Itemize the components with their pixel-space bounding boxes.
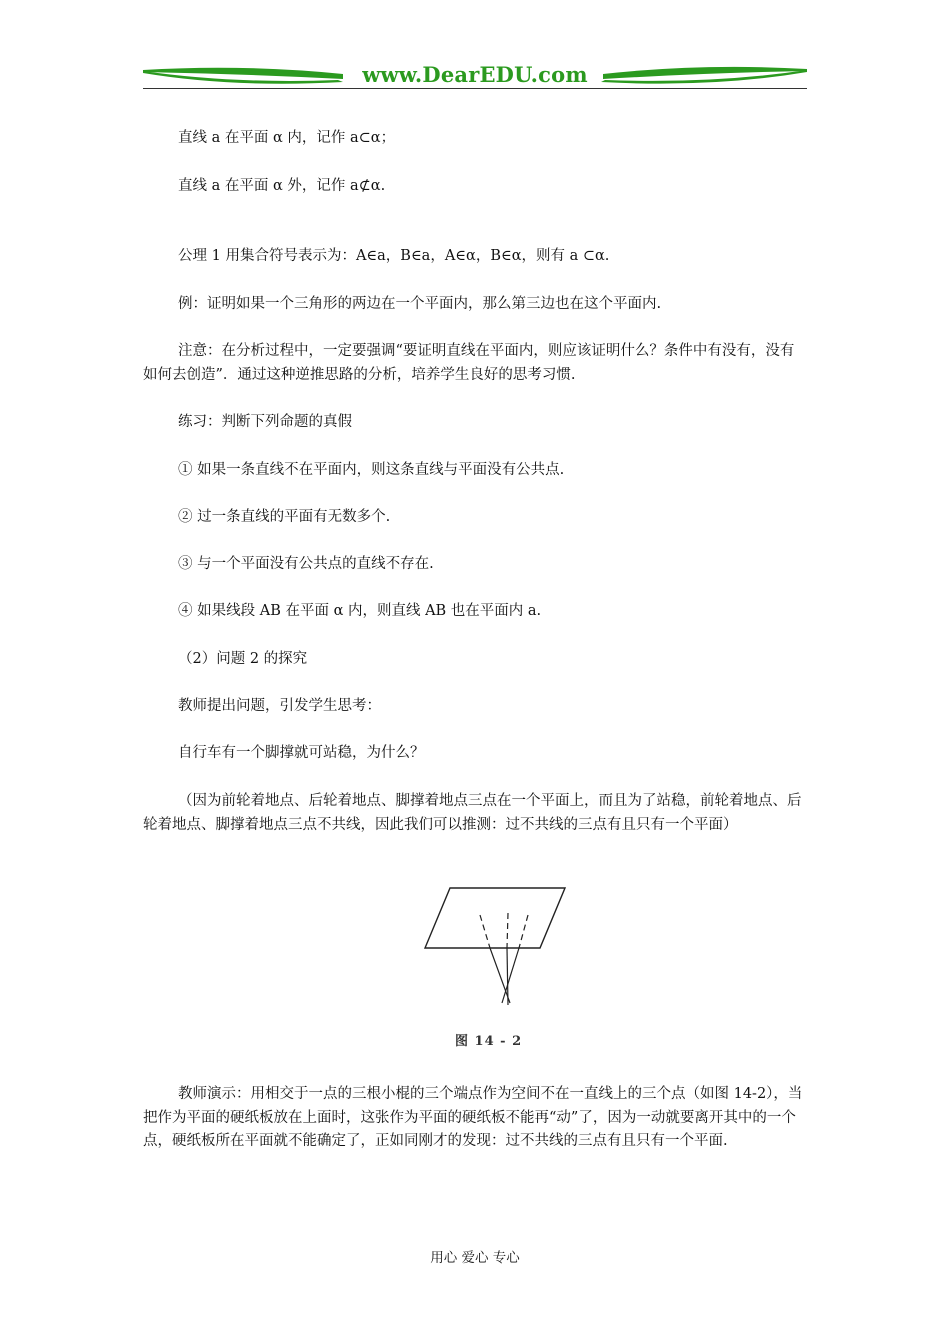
figure-14-2 (420, 885, 570, 1010)
figure-caption: 图 14 - 2 (455, 1034, 523, 1049)
paragraph-exercise: 练习：判断下列命题的真假 (178, 414, 352, 430)
paragraph-line-in-plane: 直线 a 在平面 α 内，记作 a⊂α； (178, 130, 396, 146)
header-divider (143, 88, 807, 89)
exercise-item-4: ④ 如果线段 AB 在平面 α 内，则直线 AB 也在平面内 a. (178, 603, 542, 619)
paragraph-bicycle-explanation: （因为前轮着地点、后轮着地点、脚撑着地点三点在一个平面上，而且为了站稳，前轮着地点、后轮着地点、脚撑着地点三点不共线，因此我们可以推测：过不共线的三点有且只有一个平面） (143, 793, 802, 833)
section-heading-problem-2: （2）问题 2 的探究 (178, 651, 308, 667)
paragraph-teacher-question: 教师提出问题，引发学生思考： (178, 698, 381, 714)
paragraph-example: 例：证明如果一个三角形的两边在一个平面内，那么第三边也在这个平面内. (178, 296, 662, 312)
paragraph-line-out-plane: 直线 a 在平面 α 外，记作 a⊄α. (178, 178, 386, 194)
paragraph-bicycle-question: 自行车有一个脚撑就可站稳，为什么？ (178, 745, 425, 761)
paragraph-teacher-demo: 教师演示：用相交于一点的三根小棍的三个端点作为空间不在一直线上的三个点（如图 14-2），当把作为平面的硬纸板放在上面时，这张作为平面的硬纸板不能再“动”了，因为一动就要离开其中的一个点，硬纸板所在平面就不能确定了，正如同刚才的发现：过不共线的三点有且只有一个平面. (143, 1086, 803, 1149)
exercise-item-2: ② 过一条直线的平面有无数多个. (178, 509, 391, 525)
exercise-item-3: ③ 与一个平面没有公共点的直线不存在. (178, 556, 434, 572)
brand-text: www.DearEDU.com (362, 62, 588, 87)
paragraph-note: 注意：在分析过程中，一定要强调“要证明直线在平面内，则应该证明什么？条件中有没有，没有如何去创造”．通过这种逆推思路的分析，培养学生良好的思考习惯. (143, 343, 795, 383)
plane-three-sticks-diagram (420, 885, 570, 1010)
paragraph-axiom-1: 公理 1 用集合符号表示为：A∈a，B∈a，A∈α，B∈α，则有 a ⊂α. (178, 248, 610, 264)
exercise-item-1: ① 如果一条直线不在平面内，则这条直线与平面没有公共点. (178, 462, 565, 478)
page-footer: 用心 爱心 专心 (430, 1250, 520, 1266)
